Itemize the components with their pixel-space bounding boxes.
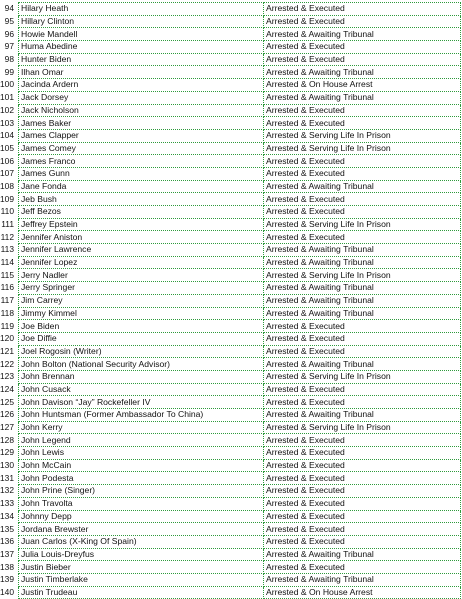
person-name-cell: Hillary Clinton xyxy=(19,15,264,28)
status-cell: Arrested & Executed xyxy=(264,3,461,16)
table-row xyxy=(0,573,461,586)
status-cell: Arrested & Executed xyxy=(264,155,461,168)
table-row xyxy=(0,307,461,320)
person-name-cell: Jennifer Lawrence xyxy=(19,244,264,257)
row-number: 100 xyxy=(0,79,14,90)
person-name-cell: James Franco xyxy=(19,155,264,168)
person-name-cell: Jeffrey Epstein xyxy=(19,218,264,231)
table-row xyxy=(0,358,461,371)
table-row xyxy=(0,180,461,193)
person-name-cell: Jerry Nadler xyxy=(19,269,264,282)
table-row xyxy=(0,3,461,16)
table-row xyxy=(0,485,461,498)
person-name-cell: James Comey xyxy=(19,142,264,155)
status-cell: Arrested & Awaiting Tribunal xyxy=(264,294,461,307)
status-cell: Arrested & Awaiting Tribunal xyxy=(264,66,461,79)
person-name-cell: John Legend xyxy=(19,434,264,447)
table-body xyxy=(0,3,461,599)
person-name-cell: James Gunn xyxy=(19,167,264,180)
table-row xyxy=(0,409,461,422)
person-name-cell: John Cusack xyxy=(19,383,264,396)
person-name-cell: Juan Carlos (X-King Of Spain) xyxy=(19,535,264,548)
table-row xyxy=(0,383,461,396)
table-row xyxy=(0,91,461,104)
person-name-cell: James Baker xyxy=(19,117,264,130)
row-number: 94 xyxy=(4,3,14,14)
row-number: 108 xyxy=(0,180,14,191)
status-cell: Arrested & Executed xyxy=(264,497,461,510)
row-number: 135 xyxy=(0,523,14,534)
status-cell: Arrested & Executed xyxy=(264,535,461,548)
table-row xyxy=(0,256,461,269)
status-cell: Arrested & Awaiting Tribunal xyxy=(264,409,461,422)
row-number: 132 xyxy=(0,485,14,496)
row-number: 124 xyxy=(0,383,14,394)
person-name-cell: Hilary Heath xyxy=(19,3,264,16)
status-cell: Arrested & Awaiting Tribunal xyxy=(264,548,461,561)
status-cell: Arrested & Serving Life In Prison xyxy=(264,370,461,383)
row-number: 129 xyxy=(0,447,14,458)
person-name-cell: Julia Louis-Dreyfus xyxy=(19,548,264,561)
status-cell: Arrested & Executed xyxy=(264,206,461,219)
row-number: 119 xyxy=(0,320,14,331)
table-row xyxy=(0,79,461,92)
status-cell: Arrested & Serving Life In Prison xyxy=(264,142,461,155)
person-name-cell: John McCain xyxy=(19,459,264,472)
status-cell: Arrested & Executed xyxy=(264,523,461,536)
person-name-cell: Jennifer Lopez xyxy=(19,256,264,269)
status-cell: Arrested & Serving Life In Prison xyxy=(264,218,461,231)
status-cell: Arrested & On House Arrest xyxy=(264,79,461,92)
row-number: 95 xyxy=(4,16,14,27)
status-cell: Arrested & Executed xyxy=(264,510,461,523)
status-cell: Arrested & Awaiting Tribunal xyxy=(264,244,461,257)
person-name-cell: John Kerry xyxy=(19,421,264,434)
row-number: 139 xyxy=(0,574,14,585)
person-name-cell: Johnny Depp xyxy=(19,510,264,523)
table-row xyxy=(0,231,461,244)
status-cell: Arrested & Executed xyxy=(264,447,461,460)
person-name-cell: Jordana Brewster xyxy=(19,523,264,536)
table-row xyxy=(0,459,461,472)
row-number: 116 xyxy=(0,282,14,293)
status-cell: Arrested & Executed xyxy=(264,383,461,396)
row-number: 118 xyxy=(0,307,14,318)
row-number: 113 xyxy=(0,244,14,255)
status-cell: Arrested & Executed xyxy=(264,104,461,117)
table-row xyxy=(0,320,461,333)
status-cell: Arrested & Serving Life In Prison xyxy=(264,421,461,434)
person-name-cell: Joe Diffie xyxy=(19,332,264,345)
row-number: 127 xyxy=(0,422,14,433)
row-number: 101 xyxy=(0,92,14,103)
table-row xyxy=(0,155,461,168)
row-number: 133 xyxy=(0,498,14,509)
person-name-cell: Jimmy Kimmel xyxy=(19,307,264,320)
table-row xyxy=(0,548,461,561)
row-number: 112 xyxy=(0,231,14,242)
table-row xyxy=(0,370,461,383)
table-row xyxy=(0,117,461,130)
table-row xyxy=(0,447,461,460)
table-row xyxy=(0,193,461,206)
status-cell: Arrested & Serving Life In Prison xyxy=(264,269,461,282)
document-table-container xyxy=(0,2,462,599)
row-number: 103 xyxy=(0,117,14,128)
table-row xyxy=(0,282,461,295)
row-number: 105 xyxy=(0,142,14,153)
person-name-cell: Justin Timberlake xyxy=(19,573,264,586)
row-number: 120 xyxy=(0,333,14,344)
status-cell: Arrested & Executed xyxy=(264,193,461,206)
person-name-cell: James Clapper xyxy=(19,129,264,142)
status-cell: Arrested & Executed xyxy=(264,53,461,66)
table-row xyxy=(0,535,461,548)
row-number: 117 xyxy=(0,295,14,306)
row-number: 115 xyxy=(0,269,14,280)
status-cell: Arrested & Serving Life In Prison xyxy=(264,129,461,142)
row-number: 130 xyxy=(0,460,14,471)
person-name-cell: Jack Nicholson xyxy=(19,104,264,117)
table-row xyxy=(0,434,461,447)
row-number: 125 xyxy=(0,396,14,407)
status-cell: Arrested & Executed xyxy=(264,320,461,333)
status-cell: Arrested & Executed xyxy=(264,167,461,180)
row-number: 136 xyxy=(0,536,14,547)
row-number: 131 xyxy=(0,472,14,483)
person-name-cell: Howie Mandell xyxy=(19,28,264,41)
person-name-cell: Jerry Springer xyxy=(19,282,264,295)
table-row xyxy=(0,218,461,231)
table-row xyxy=(0,472,461,485)
person-name-cell: Huma Abedine xyxy=(19,41,264,54)
table-row xyxy=(0,586,461,599)
table-row xyxy=(0,66,461,79)
status-cell: Arrested & Executed xyxy=(264,459,461,472)
row-number: 123 xyxy=(0,371,14,382)
row-number: 104 xyxy=(0,130,14,141)
status-cell: Arrested & Executed xyxy=(264,117,461,130)
status-cell: Arrested & Executed xyxy=(264,396,461,409)
status-cell: Arrested & Executed xyxy=(264,41,461,54)
status-cell: Arrested & Awaiting Tribunal xyxy=(264,28,461,41)
person-name-cell: Jeb Bush xyxy=(19,193,264,206)
status-cell: Arrested & Awaiting Tribunal xyxy=(264,282,461,295)
row-number: 128 xyxy=(0,434,14,445)
row-number: 111 xyxy=(1,219,14,230)
person-name-cell: John Brennan xyxy=(19,370,264,383)
person-name-cell: Jack Dorsey xyxy=(19,91,264,104)
row-number: 121 xyxy=(0,345,14,356)
table-row xyxy=(0,345,461,358)
table-row xyxy=(0,104,461,117)
table-row xyxy=(0,142,461,155)
person-name-cell: Jeff Bezos xyxy=(19,206,264,219)
person-name-cell: John Podesta xyxy=(19,472,264,485)
table-row xyxy=(0,129,461,142)
person-name-cell: Hunter Biden xyxy=(19,53,264,66)
table-row xyxy=(0,421,461,434)
row-number: 109 xyxy=(0,193,14,204)
person-name-cell: Jane Fonda xyxy=(19,180,264,193)
person-name-cell: John Lewis xyxy=(19,447,264,460)
person-name-cell: Jacinda Ardern xyxy=(19,79,264,92)
status-cell: Arrested & Executed xyxy=(264,15,461,28)
person-name-cell: Ilhan Omar xyxy=(19,66,264,79)
status-cell: Arrested & Awaiting Tribunal xyxy=(264,256,461,269)
row-number: 96 xyxy=(4,28,14,39)
status-cell: Arrested & Executed xyxy=(264,231,461,244)
row-number: 110 xyxy=(0,206,14,217)
table-row xyxy=(0,41,461,54)
status-cell: Arrested & Executed xyxy=(264,561,461,574)
table-row xyxy=(0,561,461,574)
status-cell: Arrested & Awaiting Tribunal xyxy=(264,573,461,586)
table-row xyxy=(0,28,461,41)
person-name-cell: Justin Bieber xyxy=(19,561,264,574)
table-row xyxy=(0,53,461,66)
table-row xyxy=(0,396,461,409)
status-cell: Arrested & Executed xyxy=(264,434,461,447)
person-name-cell: Jim Carrey xyxy=(19,294,264,307)
table-row xyxy=(0,167,461,180)
row-number: 107 xyxy=(0,168,14,179)
names-status-table xyxy=(0,2,461,599)
table-row xyxy=(0,332,461,345)
status-cell: Arrested & Executed xyxy=(264,332,461,345)
table-row xyxy=(0,497,461,510)
row-number: 134 xyxy=(0,510,14,521)
status-cell: Arrested & On House Arrest xyxy=(264,586,461,599)
status-cell: Arrested & Awaiting Tribunal xyxy=(264,180,461,193)
table-row xyxy=(0,510,461,523)
status-cell: Arrested & Executed xyxy=(264,472,461,485)
row-number: 138 xyxy=(0,561,14,572)
table-row xyxy=(0,523,461,536)
row-number: 106 xyxy=(0,155,14,166)
person-name-cell: John Travolta xyxy=(19,497,264,510)
row-number: 98 xyxy=(4,54,14,65)
person-name-cell: Justin Trudeau xyxy=(19,586,264,599)
status-cell: Arrested & Executed xyxy=(264,345,461,358)
status-cell: Arrested & Awaiting Tribunal xyxy=(264,91,461,104)
table-row xyxy=(0,15,461,28)
row-number: 97 xyxy=(4,41,14,52)
status-cell: Arrested & Awaiting Tribunal xyxy=(264,358,461,371)
status-cell: Arrested & Awaiting Tribunal xyxy=(264,307,461,320)
row-number: 126 xyxy=(0,409,14,420)
person-name-cell: John Huntsman (Former Ambassador To China) xyxy=(19,409,264,422)
person-name-cell: John Bolton (National Security Advisor) xyxy=(19,358,264,371)
row-number: 140 xyxy=(0,586,14,597)
row-number: 99 xyxy=(4,66,14,77)
person-name-cell: John Prine (Singer) xyxy=(19,485,264,498)
table-row xyxy=(0,206,461,219)
row-number: 122 xyxy=(0,358,14,369)
person-name-cell: Joe Biden xyxy=(19,320,264,333)
row-number: 137 xyxy=(0,548,14,559)
table-row xyxy=(0,269,461,282)
person-name-cell: John Davison “Jay” Rockefeller IV xyxy=(19,396,264,409)
person-name-cell: Joel Rogosin (Writer) xyxy=(19,345,264,358)
row-number: 114 xyxy=(0,257,14,268)
table-row xyxy=(0,294,461,307)
row-number: 102 xyxy=(0,104,14,115)
person-name-cell: Jennifer Aniston xyxy=(19,231,264,244)
table-row xyxy=(0,244,461,257)
status-cell: Arrested & Executed xyxy=(264,485,461,498)
